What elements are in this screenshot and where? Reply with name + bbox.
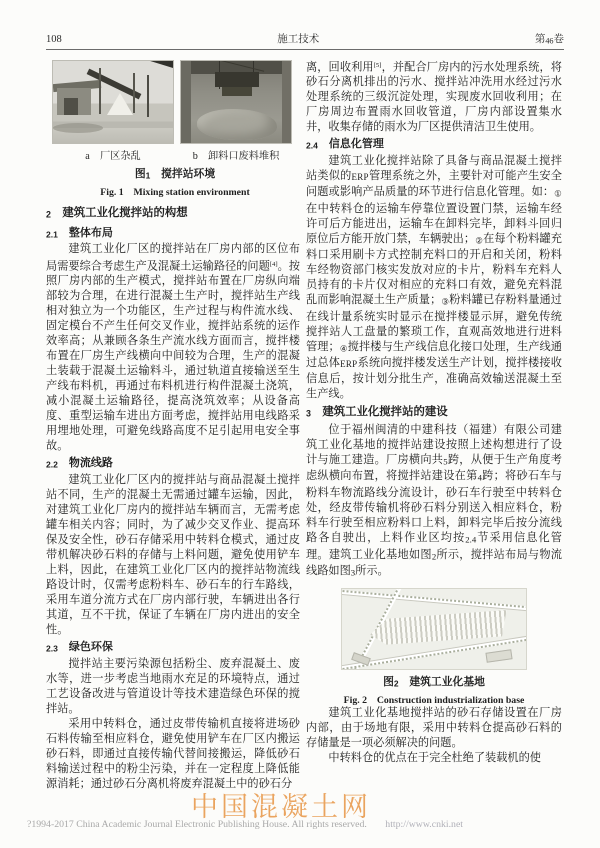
ground-patch-shape xyxy=(53,123,103,133)
left-column xyxy=(46,58,300,792)
section-2-2-heading: 2.2 物流线路 xyxy=(46,457,113,471)
paragraph-3: 位于福州闽清的中建科技（福建）有限公司建筑工业化基地的搅拌站建设按照上述构想进行了设计与施工建造。厂房横向共5跨，从便于生产角度考虑纵横向布置，将搅拌站建设在第4跨；将砂石车与粉料车物流路线分流设计，砂石车行驶至中转料仓处，经皮带传输机将砂石料分别送入相应料仓，粉料车行驶至相应粉料口上料，卸料完毕后按分流线路各自驶出，上料作业区均按2.4节采用信息化管理。建筑工业化基地如图2所示，搅拌站布局与物流线路如图3所示。 xyxy=(306,423,562,578)
figure1-photos xyxy=(52,60,298,144)
wall-shape xyxy=(282,61,291,143)
figure2-caption-en: Fig. 2 Construction industrialization base xyxy=(343,694,525,706)
hopper-rig-shape xyxy=(215,72,259,87)
figure2-aerial-render xyxy=(341,588,527,670)
figure1-photo-discharge-port xyxy=(180,60,292,144)
aggregate-pile-shape xyxy=(107,93,133,115)
conveyor-belt-shape xyxy=(83,60,174,70)
figure1-label-b: b 卸料口废料堆积 xyxy=(192,151,280,162)
paragraph-2-3a: 搅拌站主要污染源包括粉尘、废弃混凝土、废水等，进一步考虑当地雨水充足的环境特点，通过工艺设备改进与管道设计等技术建造绿色环保的搅拌站。 xyxy=(46,657,300,715)
wall-shape xyxy=(181,61,191,143)
figure1-sublabels xyxy=(52,147,298,162)
figure1-label-a: a 厂区杂乱 xyxy=(85,151,141,162)
figure1-photo-factory-yard xyxy=(52,60,174,144)
section-2-4-heading: 2.4 信息化管理 xyxy=(306,138,384,151)
waste-pile-shape xyxy=(197,109,277,140)
figure2-caption-zh: 图2 建筑工业化基地 xyxy=(383,675,485,689)
paragraph-2-2: 建筑工业化厂区内的搅拌站与商品混凝土搅拌站不同，生产的混凝土无需通过罐车运输，因此，对建筑工业化厂房内的搅拌站车辆而言，无需考虑罐车相关内容；同时，为了减少交叉作业、提高环保及安全性，砂石存储采用中转料仓模式，通过皮带机解决砂石料的存储与上料问题，避免使用铲车上料，因此，在建筑工业化厂区内的搅拌站物流线路设计时，仅需考虑粉料车、砂石车的行车路线，采用车道分流方式在厂房内部行驶，车辆进出各行其道，互不干扰，保证了车辆在厂房内进出的安全性。 xyxy=(46,474,300,637)
page-footer xyxy=(27,819,580,830)
hopper-rig-shape xyxy=(222,87,252,96)
journal-title: 施工技术 xyxy=(277,34,320,45)
paragraph-base: 建筑工业化基地搅拌站的砂石存储设置在厂房内部，由于场地有限，采用中转料仓提高砂石料的存储量是一项必须解决的问题。 xyxy=(306,706,562,749)
pole-shape xyxy=(99,68,101,114)
paragraph-last: 中转料仓的优点在于完全杜绝了装载机的使 xyxy=(328,751,541,764)
paragraph-continuation: 离，回收利用[5]，并配合厂房内的污水处理系统，将砂石分离机排出的污水、搅拌站冲洗用水经过污水处理系统的三级沉淀处理，实现废水回收利用；在厂房周边布置雨水回收管道，厂房内部设置集水井，收集存储的雨水为厂区提供清洁卫生使用。 xyxy=(306,61,562,134)
figure-1 xyxy=(52,60,298,198)
section-2-heading: 2 建筑工业化搅拌站的构想 xyxy=(46,207,188,220)
page-header xyxy=(46,31,564,46)
road-shape xyxy=(341,589,527,614)
conveyor-support-shape xyxy=(147,75,149,117)
section-2-1-heading: 2.1 整体布局 xyxy=(46,226,113,240)
figure-2 xyxy=(306,588,562,706)
right-column xyxy=(306,58,562,766)
header-divider xyxy=(46,49,564,50)
volume-label: 第46卷 xyxy=(534,34,564,46)
copyright-text: ?1994-2017 China Academic Journal Electronic Publishing House. All rights reserved. xyxy=(27,819,367,830)
building-block-shape xyxy=(485,649,512,663)
paragraph-2-1: 建筑工业化厂区的搅拌站在厂房内部的区位布局需要综合考虑生产及混凝土运输路径的问题[4]。按照厂房内部的生产模式，搅拌站布置在厂房纵向端部较为合理，在进行混凝土生产时，搅拌站生产线相对独立为一个功能区，生产过程与构件流水线、固定模台不产生任何交叉作业，搅拌站系统的运作效率高；从兼顾各条生产流水线方面而言，搅拌楼布置在厂房生产线横向中间较为合理，生产的混凝土装载于混凝土运输料斗，通过轨道直接输送至生产线布料机，再通过布料机进行构件混凝土浇筑，减小混凝土运输路径，提高浇筑效率；从设备高度、重型运输车进出方面考虑，搅拌站用电线路采用埋地处理，可避免线路高度不足引起用电安全事故。 xyxy=(46,243,300,453)
paragraph-2-4: 建筑工业化搅拌站除了具备与商品混凝土搅拌站类似的ERP管理系统之外，主要针对可能产生安全问题或影响产品质量的环节进行信息化管理。如：①在中转料仓的运输车停靠位置设置门禁，运输车经许可后方能进出，运输车在卸料完毕，卸料斗回归原位后方能开放门禁，车辆驶出；②在每个粉料罐充料口采用刷卡方式控制充料口的开启和关闭，粉料车经物资部门核实发放对应的卡片，粉料车充料人员持有的卡片仅对相应的充料口有效，避免充料混乱而影响混凝土生产质量；③粉料罐已存粉料量通过在线计量系统实时显示在搅拌楼显示屏，避免传统搅拌站人工盘量的繁琐工作，直观高效地进行进料管理；④搅拌楼与生产线信息化接口处理，生产线通过总体ERP系统向搅拌楼发送生产计划，搅拌楼接收信息后，按计划分批生产，准确高效输送混凝土至生产线。 xyxy=(306,154,562,401)
cnki-url: http://www.cnki.net xyxy=(385,819,464,830)
section-3-heading: 3 建筑工业化搅拌站的建设 xyxy=(306,406,448,419)
figure1-caption-zh: 图1 搅拌站环境 xyxy=(134,168,216,181)
section-2-3-heading: 2.3 绿色环保 xyxy=(46,641,113,654)
paragraph-2-3b: 采用中转料仓，通过皮带传输机直接将进场砂石料传输至相应料仓，避免使用铲车在厂区内搬运砂石料，即通过直接传输代替间接搬运，降低砂石料输送过程中的粉尘污染，并在一定程度上降低能源消耗；通过砂石分离机将废弃混凝土中的砂石分 xyxy=(46,717,300,790)
figure1-caption-en: Fig. 1 Mixing station environment xyxy=(100,187,250,198)
page-number: 108 xyxy=(46,34,62,45)
watermark-china-concrete-net: 中国混凝土网 xyxy=(191,792,371,822)
building-door-shape xyxy=(64,98,78,115)
pole-shape xyxy=(133,73,135,113)
